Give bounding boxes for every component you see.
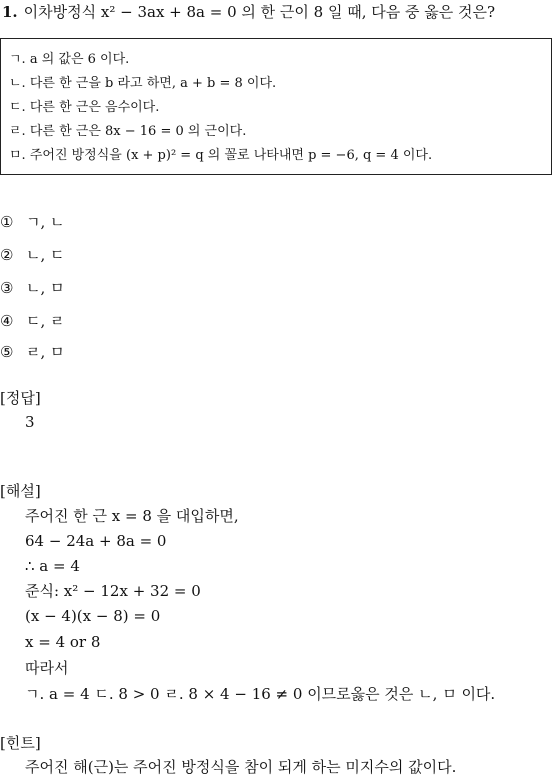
explanation-line: x = 4 or 8 xyxy=(25,633,101,651)
explanation-heading: [해설] xyxy=(0,482,41,500)
hint-heading: [힌트] xyxy=(0,734,41,752)
choice-label: ㄴ, ㄷ xyxy=(26,246,65,264)
choice-number: ① xyxy=(0,213,14,231)
question-number: 1. xyxy=(2,3,18,21)
choice-number: ④ xyxy=(0,312,14,330)
explanation-line: ㄱ. a = 4 ㄷ. 8 > 0 ㄹ. 8 × 4 − 16 ≠ 0 이므로옳은 것은 ㄴ, ㅁ 이다. xyxy=(25,685,496,703)
choice-option-3[interactable] xyxy=(0,278,65,298)
statement-item: ㄴ. 다른 한 근을 b 라고 하면, a + b = 8 이다. xyxy=(9,76,277,91)
choice-label: ㄹ, ㅁ xyxy=(26,343,65,361)
answer-value: 3 xyxy=(25,413,35,431)
explanation-line: 준식: x² − 12x + 32 = 0 xyxy=(25,582,201,600)
choice-option-2[interactable] xyxy=(0,245,65,265)
choice-label: ㄷ, ㄹ xyxy=(26,312,65,330)
question-line xyxy=(2,2,495,22)
choice-number: ⑤ xyxy=(0,343,14,361)
statement-item: ㄹ. 다른 한 근은 8x − 16 = 0 의 근이다. xyxy=(9,124,247,139)
answer-heading: [정답] xyxy=(0,389,41,407)
choice-option-5[interactable] xyxy=(0,342,65,362)
explanation-line: 주어진 한 근 x = 8 을 대입하면, xyxy=(25,507,239,525)
choice-number: ② xyxy=(0,246,14,264)
statement-item: ㄷ. 다른 한 근은 음수이다. xyxy=(9,100,160,115)
choice-option-4[interactable] xyxy=(0,311,65,331)
choice-label: ㄱ, ㄴ xyxy=(26,213,65,231)
hint-text: 주어진 해(근)는 주어진 방정식을 참이 되게 하는 미지수의 값이다. xyxy=(25,758,457,776)
explanation-line: (x − 4)(x − 8) = 0 xyxy=(25,607,161,625)
statement-box xyxy=(0,38,552,175)
choice-option-1[interactable] xyxy=(0,212,65,232)
question-text: 이차방정식 x² − 3ax + 8a = 0 의 한 근이 8 일 때, 다음 중 옳은 것은? xyxy=(23,3,496,21)
choice-number: ③ xyxy=(0,279,14,297)
explanation-line: 64 − 24a + 8a = 0 xyxy=(25,532,167,550)
explanation-line: ∴ a = 4 xyxy=(25,557,80,575)
choice-label: ㄴ, ㅁ xyxy=(26,279,65,297)
statement-item: ㅁ. 주어진 방정식을 (x + p)² = q 의 꼴로 나타내면 p = −6, q = 4 이다. xyxy=(9,148,433,163)
statement-item: ㄱ. a 의 값은 6 이다. xyxy=(9,52,130,67)
explanation-line: 따라서 xyxy=(25,659,69,677)
